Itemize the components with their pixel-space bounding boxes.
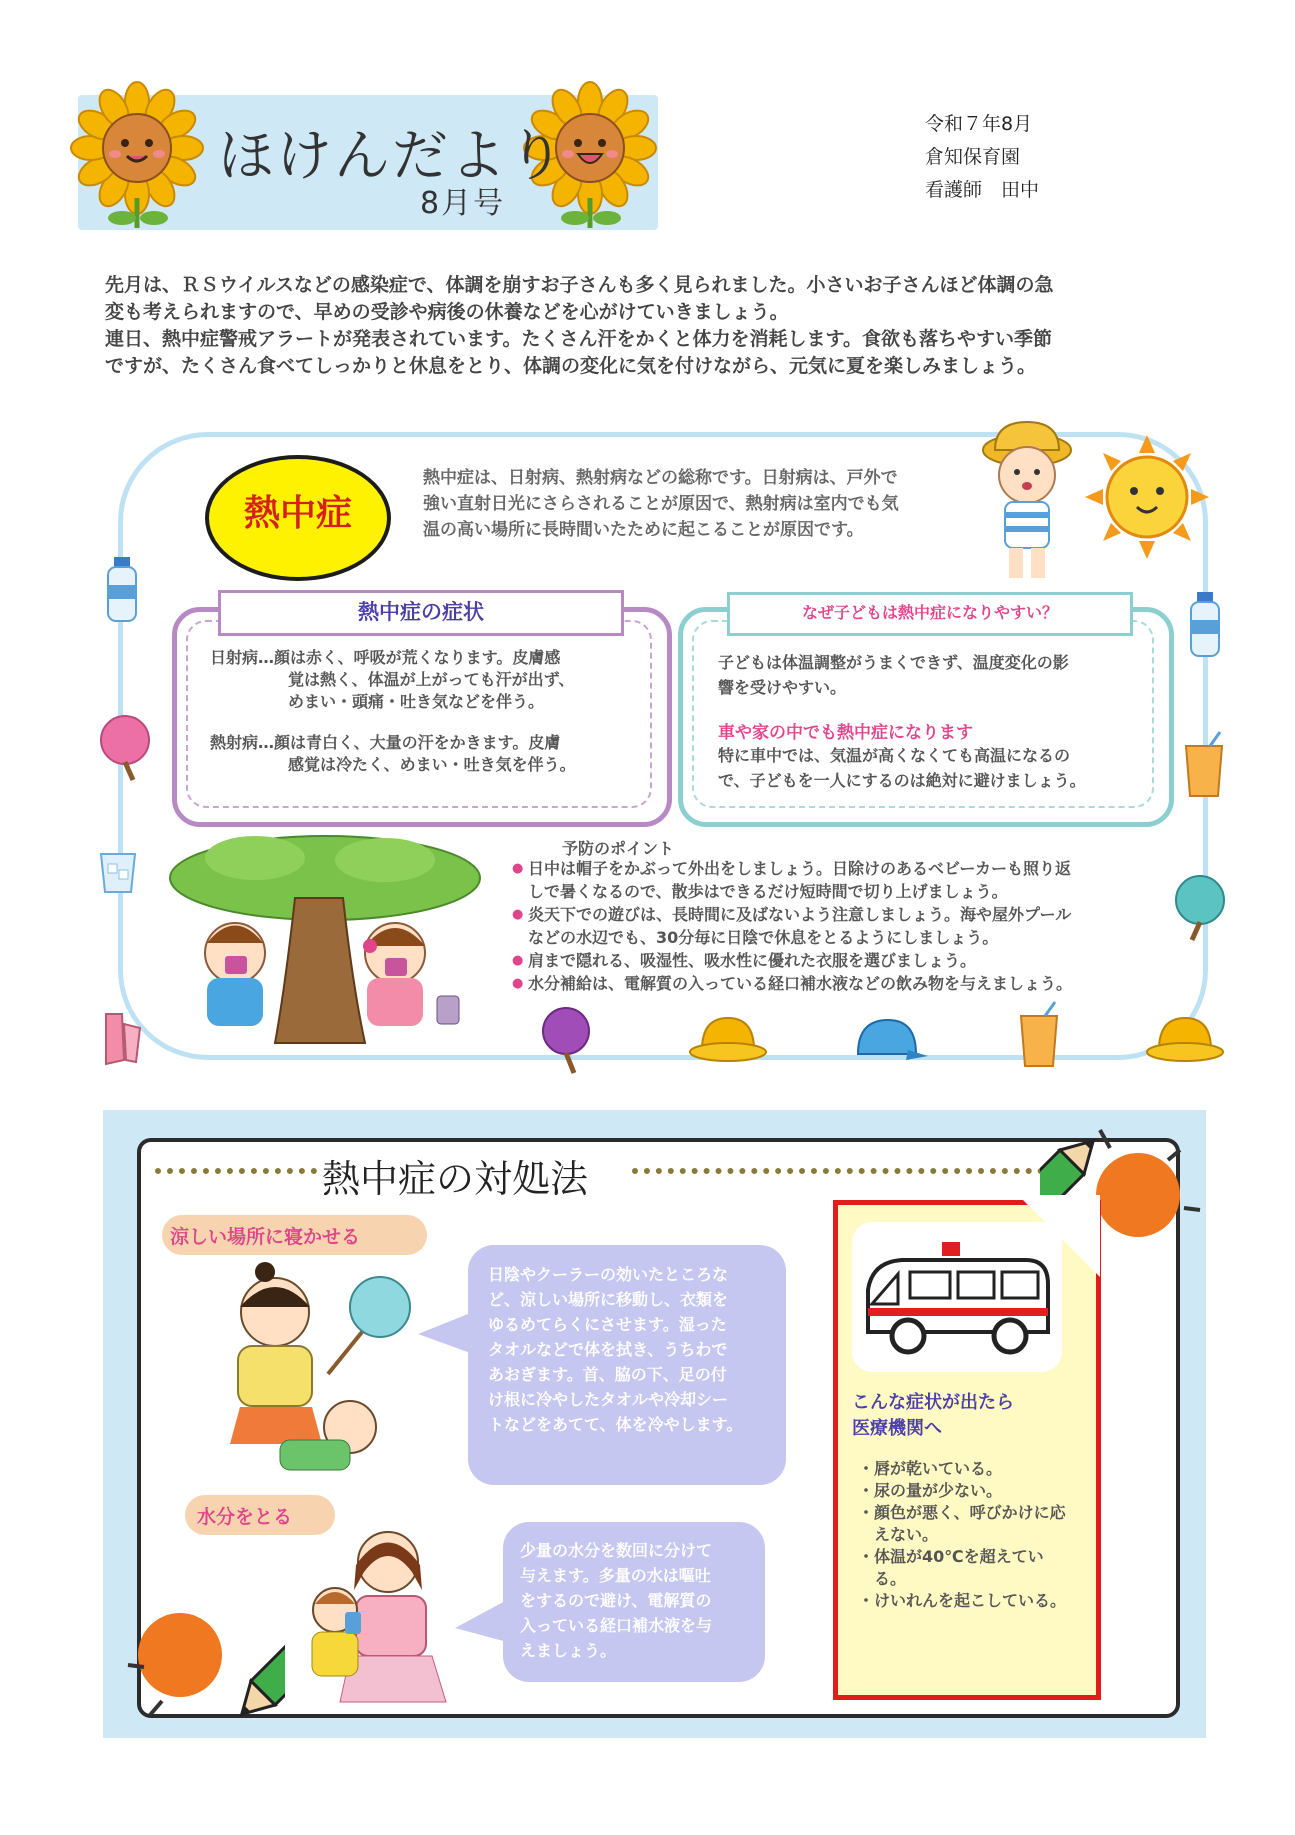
water-bottle-icon bbox=[100, 555, 146, 625]
prevention-list bbox=[512, 857, 1152, 995]
newsletter-title: ほけんだより bbox=[218, 124, 566, 189]
teal-fan-icon bbox=[1170, 872, 1230, 942]
yellow-hat-icon bbox=[1145, 1012, 1225, 1068]
symptom-line: めまい・頭痛・吐き気などを伴う。 bbox=[288, 692, 545, 711]
pink-fan-icon bbox=[95, 712, 155, 782]
mother-giving-drink-illustration bbox=[290, 1520, 450, 1705]
prevention-item bbox=[512, 903, 1152, 949]
issue-date: 令和７年8月 bbox=[925, 113, 1033, 135]
step2-text bbox=[520, 1538, 755, 1663]
medical-note-title bbox=[852, 1390, 1077, 1442]
pencil-and-sun-bottom-icon bbox=[110, 1555, 285, 1730]
speech-bubble-tail bbox=[418, 1310, 473, 1360]
definition-line: 温の高い場所に長時間いたために起こることが原因です。 bbox=[423, 520, 864, 540]
prevention-item bbox=[512, 857, 1152, 903]
step1-line: あおぎます。首、脇の下、足の付 bbox=[488, 1365, 727, 1384]
why-children-text bbox=[718, 650, 1148, 700]
sunflower-left-icon bbox=[62, 80, 212, 230]
step2-line: えましょう。 bbox=[520, 1641, 617, 1660]
smiling-sun-icon bbox=[1082, 432, 1212, 562]
sunstroke-description bbox=[210, 647, 650, 713]
symptom-line: 感覚は冷たく、めまい・吐き気を伴う。 bbox=[288, 755, 576, 774]
car-warning-text bbox=[718, 743, 1153, 793]
symptom-checklist bbox=[860, 1458, 1070, 1612]
why-line: 響を受けやすい。 bbox=[718, 678, 847, 697]
yellow-hat-icon bbox=[688, 1012, 768, 1068]
intro-line: 変も考えられますので、早めの受診や病後の休養などを心がけていきましょう。 bbox=[105, 301, 789, 323]
step2-label: 水分をとる bbox=[197, 1506, 293, 1528]
publisher-info bbox=[925, 108, 1039, 207]
heatstroke-definition bbox=[423, 465, 983, 543]
prevention-line: ● 日中は帽子をかぶって外出をしましょう。日除けのあるベビーカーも照り返 bbox=[528, 859, 1072, 878]
step1-text bbox=[488, 1262, 773, 1437]
step1-line: タオルなどで体を拭き、うちわで bbox=[488, 1340, 728, 1359]
children-under-tree-illustration bbox=[165, 828, 485, 1058]
title-dotted-rule-left bbox=[155, 1168, 317, 1174]
water-bottle-icon bbox=[1183, 590, 1229, 660]
author-name: 看護師 田中 bbox=[925, 179, 1040, 201]
issue-label: 8月号 bbox=[420, 186, 506, 221]
symptom-line: 覚は熱く、体温が上がっても汗が出ず、 bbox=[288, 670, 575, 689]
step2-line: 与えます。多量の水は嘔吐 bbox=[520, 1566, 711, 1585]
step1-line: け根に冷やしたタオルや冷却シー bbox=[488, 1390, 729, 1409]
car-line: 特に車中では、気温が高くなくても高温になるの bbox=[718, 746, 1071, 765]
heatstroke-label: 熱中症 bbox=[243, 493, 352, 534]
note-title-line: 医療機関へ bbox=[852, 1418, 942, 1439]
prevention-title: 予防のポイント bbox=[562, 839, 675, 858]
intro-line: ですが、たくさん食べてしっかりと休息をとり、体調の変化に気を付けながら、元気に夏を楽しみましょう。 bbox=[105, 355, 1037, 377]
sandals-icon bbox=[96, 1010, 146, 1068]
definition-line: 熱中症は、日射病、熱射病などの総称です。日射病は、戸外で bbox=[423, 468, 898, 488]
prevention-line: ● 炎天下での遊びは、長時間に及ばないよう注意しましょう。海や屋外プール bbox=[528, 905, 1072, 924]
why-line: 子どもは体温調整がうまくできず、温度変化の影 bbox=[718, 653, 1069, 672]
heatstroke-description bbox=[210, 732, 650, 776]
intro-paragraph bbox=[105, 272, 1195, 380]
speech-bubble-tail bbox=[455, 1598, 507, 1646]
symptoms-title: 熱中症の症状 bbox=[358, 600, 484, 624]
intro-line: 先月は、ＲＳウイルスなどの感染症で、体調を崩すお子さんも多く見られました。小さいお子さんほど体調の急 bbox=[105, 274, 1054, 296]
title-dotted-rule-right bbox=[632, 1168, 1044, 1174]
response-title: 熱中症の対処法 bbox=[322, 1157, 589, 1201]
cooling-child-with-fan-illustration bbox=[200, 1262, 420, 1487]
symptom-line: 熱射病…顔は青白く、大量の汗をかきます。皮膚 bbox=[210, 733, 561, 752]
step1-line: ゆるめてらくにさせます。湿った bbox=[488, 1315, 727, 1334]
symptom-item: ・ 体温が40℃を超えている。 bbox=[860, 1546, 1070, 1590]
prevention-line: しで暑くなるので、散歩はできるだけ短時間で切り上げましょう。 bbox=[528, 882, 1008, 901]
why-children-title: なぜ子どもは熱中症になりやすい？ bbox=[801, 603, 1058, 622]
school-name: 倉知保育園 bbox=[925, 146, 1021, 168]
symptom-item: ・ けいれんを起こしている。 bbox=[860, 1590, 1070, 1612]
step1-line: ど、涼しい場所に移動し、衣類を bbox=[488, 1290, 729, 1309]
step1-line: 日陰やクーラーの効いたところな bbox=[488, 1265, 729, 1284]
juice-glass-icon bbox=[1180, 730, 1230, 800]
symptom-item: ・ 尿の量が少ない。 bbox=[860, 1480, 1070, 1502]
symptom-item: ・ 唇が乾いている。 bbox=[860, 1458, 1070, 1480]
step1-label: 涼しい場所に寝かせる bbox=[170, 1226, 361, 1248]
prevention-line: などの水辺でも、30分毎に日陰で休息をとるようにしましょう。 bbox=[528, 928, 999, 947]
note-title-line: こんな症状が出たら bbox=[852, 1392, 1014, 1413]
car-warning-title: 車や家の中でも熱中症になります bbox=[718, 723, 973, 743]
step1-line: トなどをあてて、体を冷やします。 bbox=[488, 1415, 743, 1434]
child-in-sunhat-illustration bbox=[975, 420, 1085, 585]
step2-line: をするので避け、電解質の bbox=[520, 1591, 712, 1610]
step2-line: 入っている経口補水液を与 bbox=[520, 1616, 713, 1635]
intro-line: 連日、熱中症警戒アラートが発表されています。たくさん汗をかくと体力を消耗します。食欲も落ちやすい季節 bbox=[105, 328, 1052, 350]
ambulance-icon bbox=[858, 1240, 1058, 1360]
juice-glass-icon bbox=[1015, 1000, 1065, 1070]
prevention-item: ● 肩まで隠れる、吸湿性、吸水性に優れた衣服を選びましょう。 bbox=[512, 949, 1152, 972]
car-line: で、子どもを一人にするのは絶対に避けましょう。 bbox=[718, 771, 1086, 790]
prevention-item: ● 水分補給は、電解質の入っている経口補水液などの飲み物を与えましょう。 bbox=[512, 972, 1152, 995]
ice-water-glass-icon bbox=[95, 850, 141, 896]
symptom-line: 日射病…顔は赤く、呼吸が荒くなります。皮膚感 bbox=[210, 648, 561, 667]
definition-line: 強い直射日光にさらされることが原因で、熱射病は室内でも気 bbox=[423, 494, 899, 514]
step2-line: 少量の水分を数回に分けて bbox=[520, 1541, 713, 1560]
blue-cap-icon bbox=[850, 1012, 930, 1068]
symptom-item: ・ 顔色が悪く、呼びかけに応えない。 bbox=[860, 1502, 1070, 1546]
purple-fan-icon bbox=[538, 1005, 594, 1075]
